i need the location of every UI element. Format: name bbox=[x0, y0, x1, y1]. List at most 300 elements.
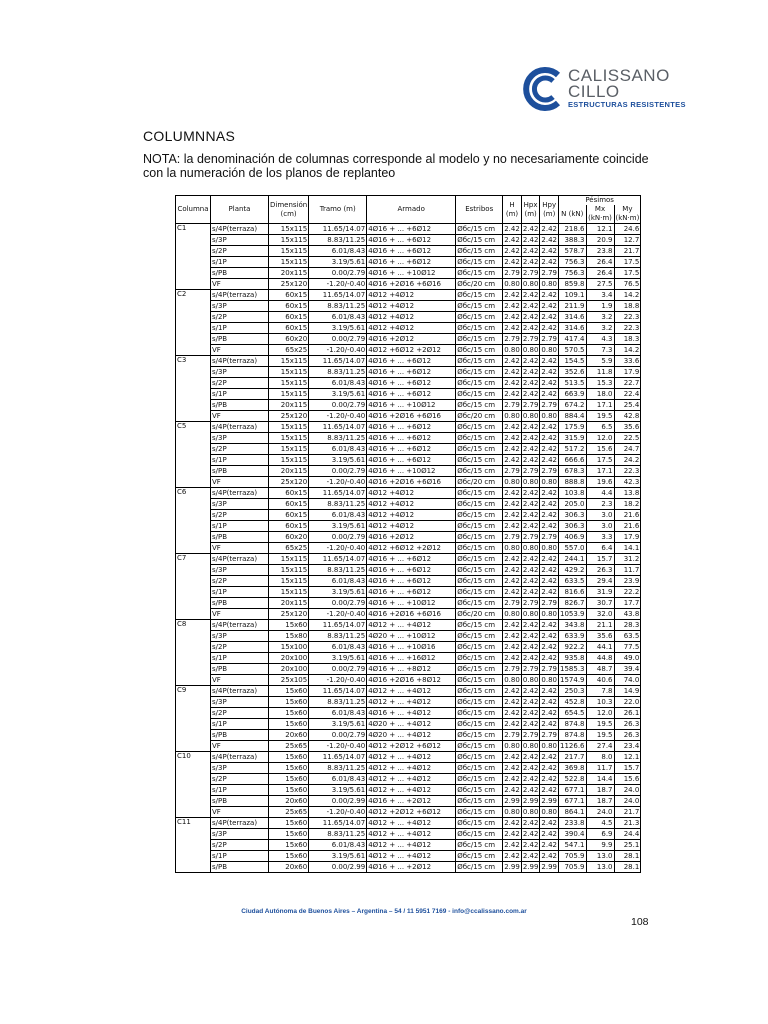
cell-planta: s/1P bbox=[211, 521, 269, 532]
cell-dimension: 20x115 bbox=[269, 400, 309, 411]
cell-h: 2.79 bbox=[504, 268, 520, 277]
cell-tramo: 8.83/11.25 bbox=[309, 763, 367, 774]
cell-my: 22.3 bbox=[614, 312, 641, 323]
cell-hpx: 2.42 bbox=[522, 257, 539, 266]
cell-armado: 4Ø16 + ... +6Ø12 bbox=[367, 367, 456, 378]
cell-my: 28.1 bbox=[614, 851, 641, 862]
cell-armado: 4Ø12 +6Ø12 +2Ø12 bbox=[367, 345, 456, 356]
cell-dimension: 20x100 bbox=[269, 664, 309, 675]
cell-dimension: 15x115 bbox=[269, 235, 309, 246]
cell-hpy: 2.42 bbox=[541, 840, 557, 849]
cell-n: 888.8 bbox=[559, 477, 587, 488]
cell-dimension: 20x60 bbox=[269, 730, 309, 741]
cell-mx: 13.0 bbox=[586, 862, 614, 873]
cell-hpx: 2.42 bbox=[522, 389, 539, 398]
table-row bbox=[176, 675, 641, 686]
table-row bbox=[176, 433, 641, 444]
cell-dimension: 15x60 bbox=[269, 818, 309, 829]
cell-n: 306.3 bbox=[559, 510, 587, 521]
cell-estribos: Øбc/15 cm bbox=[456, 290, 503, 301]
table-row bbox=[176, 323, 641, 334]
cell-tramo: 11.65/14.07 bbox=[309, 488, 367, 499]
cell-h: 2.42 bbox=[504, 499, 520, 508]
cell-h: 2.42 bbox=[504, 653, 520, 662]
cell-planta: s/4P(terraza) bbox=[211, 290, 269, 301]
cell-armado: 4Ø16 +2Ø12 bbox=[367, 334, 456, 345]
cell-hpx: 2.42 bbox=[522, 642, 539, 651]
cell-hpy: 2.42 bbox=[541, 356, 557, 365]
table-row bbox=[176, 730, 641, 741]
cell-my: 22.2 bbox=[614, 587, 641, 598]
cell-hpx: 2.42 bbox=[522, 378, 539, 387]
cell-dimension: 25x120 bbox=[269, 279, 309, 290]
table-row bbox=[176, 719, 641, 730]
cell-h: 2.79 bbox=[504, 400, 520, 409]
cell-n: 314.6 bbox=[559, 323, 587, 334]
cell-tramo: 8.83/11.25 bbox=[309, 235, 367, 246]
cell-columna: C1 bbox=[176, 224, 211, 290]
footer-contact: Ciudad Autónoma de Buenos Aires – Argentina – 54 / 11 5951 7169 - info@ccalissano.com.ar bbox=[241, 908, 527, 915]
cell-estribos: Øбc/15 cm bbox=[456, 653, 503, 664]
cell-dimension: 15x60 bbox=[269, 708, 309, 719]
cell-my: 42.8 bbox=[614, 411, 641, 422]
cell-tramo: 0.00/2.79 bbox=[309, 466, 367, 477]
cell-mx: 12.0 bbox=[586, 708, 614, 719]
cell-h: 0.80 bbox=[504, 741, 520, 750]
cell-dimension: 15x115 bbox=[269, 224, 309, 235]
cell-mx: 48.7 bbox=[586, 664, 614, 675]
cell-mx: 24.0 bbox=[586, 807, 614, 818]
page-number: 108 bbox=[631, 916, 649, 928]
cell-hpy: 2.42 bbox=[541, 642, 557, 651]
cell-armado: 4Ø12 +4Ø12 bbox=[367, 488, 456, 499]
cell-hpy: 2.42 bbox=[541, 433, 557, 442]
table-row bbox=[176, 818, 641, 829]
cell-armado: 4Ø16 + ... +6Ø12 bbox=[367, 433, 456, 444]
cell-my: 39.4 bbox=[614, 664, 641, 675]
cell-tramo: 6.01/8.43 bbox=[309, 642, 367, 653]
cell-hpy: 0.80 bbox=[541, 543, 557, 552]
table-row bbox=[176, 807, 641, 818]
cell-columna: C6 bbox=[176, 488, 211, 554]
cell-dimension: 20x115 bbox=[269, 466, 309, 477]
cell-estribos: Øбc/15 cm bbox=[456, 367, 503, 378]
cell-h: 2.79 bbox=[504, 730, 520, 739]
table-row bbox=[176, 796, 641, 807]
cell-my: 11.7 bbox=[614, 565, 641, 576]
cell-tramo: 3.19/5.61 bbox=[309, 719, 367, 730]
cell-h: 2.42 bbox=[504, 433, 520, 442]
cell-n: 547.1 bbox=[559, 840, 587, 851]
cell-my: 76.5 bbox=[614, 279, 641, 290]
cell-estribos: Øбc/15 cm bbox=[456, 466, 503, 477]
cell-dimension: 60x15 bbox=[269, 323, 309, 334]
cell-mx: 3.4 bbox=[586, 290, 614, 301]
cell-tramo: 8.83/11.25 bbox=[309, 697, 367, 708]
cell-dimension: 20x60 bbox=[269, 862, 309, 873]
cell-planta: s/2P bbox=[211, 840, 269, 851]
cell-planta: VF bbox=[211, 543, 269, 554]
header-estribos: Estribos bbox=[456, 196, 503, 224]
cell-armado: 4Ø12 +6Ø12 +2Ø12 bbox=[367, 543, 456, 554]
cell-columna: C11 bbox=[176, 818, 211, 873]
cell-estribos: Øбc/15 cm bbox=[456, 499, 503, 510]
cell-mx: 17.1 bbox=[586, 466, 614, 477]
cell-n: 756.3 bbox=[559, 257, 587, 268]
cell-hpx: 2.79 bbox=[522, 664, 539, 673]
cell-my: 15.6 bbox=[614, 774, 641, 785]
cell-hpx: 2.42 bbox=[522, 433, 539, 442]
cell-hpy: 2.42 bbox=[541, 510, 557, 519]
cell-my: 13.8 bbox=[614, 488, 641, 499]
cell-hpy: 2.42 bbox=[541, 763, 557, 772]
cell-hpy: 2.99 bbox=[541, 796, 557, 805]
cell-estribos: Øбc/15 cm bbox=[456, 422, 503, 433]
cell-mx: 27.5 bbox=[586, 279, 614, 290]
cell-hpx: 2.42 bbox=[522, 697, 539, 706]
cell-my: 77.5 bbox=[614, 642, 641, 653]
cell-dimension: 15x60 bbox=[269, 763, 309, 774]
cell-planta: s/PB bbox=[211, 532, 269, 543]
table-row bbox=[176, 862, 641, 873]
cell-armado: 4Ø16 + ... +6Ø12 bbox=[367, 378, 456, 389]
table-row bbox=[176, 609, 641, 620]
cell-dimension: 65x25 bbox=[269, 345, 309, 356]
logo-name-line2: CILLO bbox=[568, 82, 620, 101]
cell-armado: 4Ø12 +4Ø12 bbox=[367, 290, 456, 301]
cell-my: 24.6 bbox=[614, 224, 641, 235]
table-row bbox=[176, 851, 641, 862]
cell-hpx: 2.42 bbox=[522, 290, 539, 299]
cell-dimension: 25x120 bbox=[269, 411, 309, 422]
cell-estribos: Øбc/15 cm bbox=[456, 631, 503, 642]
cell-dimension: 60x15 bbox=[269, 510, 309, 521]
cell-h: 2.42 bbox=[504, 224, 520, 233]
cell-planta: s/1P bbox=[211, 257, 269, 268]
cell-columna: C3 bbox=[176, 356, 211, 422]
cell-planta: s/3P bbox=[211, 499, 269, 510]
cell-my: 17.5 bbox=[614, 257, 641, 268]
cell-estribos: Øбc/15 cm bbox=[456, 576, 503, 587]
cell-tramo: 3.19/5.61 bbox=[309, 785, 367, 796]
cell-tramo: -1.20/-0.40 bbox=[309, 411, 367, 422]
cell-dimension: 15x115 bbox=[269, 554, 309, 565]
cell-armado: 4Ø16 + ... +6Ø12 bbox=[367, 235, 456, 246]
cell-my: 63.5 bbox=[614, 631, 641, 642]
cell-tramo: 3.19/5.61 bbox=[309, 455, 367, 466]
cell-dimension: 60x15 bbox=[269, 488, 309, 499]
cell-estribos: Øбc/15 cm bbox=[456, 862, 503, 873]
cell-mx: 26.4 bbox=[586, 257, 614, 268]
cell-tramo: 3.19/5.61 bbox=[309, 587, 367, 598]
cell-armado: 4Ø20 + ... +10Ø12 bbox=[367, 631, 456, 642]
cell-armado: 4Ø12 +4Ø12 bbox=[367, 521, 456, 532]
cell-n: 369.8 bbox=[559, 763, 587, 774]
cell-armado: 4Ø16 +2Ø16 +8Ø12 bbox=[367, 675, 456, 686]
cell-my: 12.7 bbox=[614, 235, 641, 246]
cell-my: 28.3 bbox=[614, 620, 641, 631]
cell-mx: 4.4 bbox=[586, 488, 614, 499]
cell-my: 22.7 bbox=[614, 378, 641, 389]
cell-hpx: 2.79 bbox=[522, 400, 539, 409]
table-row bbox=[176, 686, 641, 697]
cell-hpy: 2.42 bbox=[541, 653, 557, 662]
cell-tramo: 6.01/8.43 bbox=[309, 774, 367, 785]
cell-armado: 4Ø12 + ... +4Ø12 bbox=[367, 829, 456, 840]
cell-planta: s/2P bbox=[211, 312, 269, 323]
cell-my: 23.9 bbox=[614, 576, 641, 587]
cell-hpy: 2.79 bbox=[541, 664, 557, 673]
cell-mx: 7.3 bbox=[586, 345, 614, 356]
cell-my: 26.3 bbox=[614, 719, 641, 730]
cell-my: 24.0 bbox=[614, 785, 641, 796]
cell-hpy: 2.42 bbox=[541, 818, 557, 827]
cell-dimension: 60x15 bbox=[269, 312, 309, 323]
cell-hpx: 0.80 bbox=[522, 543, 539, 552]
cell-armado: 4Ø12 +4Ø12 bbox=[367, 312, 456, 323]
cell-armado: 4Ø12 +4Ø12 bbox=[367, 301, 456, 312]
table-row bbox=[176, 763, 641, 774]
cell-hpy: 2.42 bbox=[541, 455, 557, 464]
cell-hpy: 0.80 bbox=[541, 675, 557, 684]
cell-estribos: Øбc/15 cm bbox=[456, 345, 503, 356]
table-row bbox=[176, 477, 641, 488]
cell-hpx: 0.80 bbox=[522, 741, 539, 750]
cell-hpy: 0.80 bbox=[541, 279, 557, 288]
cell-h: 2.42 bbox=[504, 312, 520, 321]
cell-hpy: 0.80 bbox=[541, 807, 557, 816]
cell-my: 49.0 bbox=[614, 653, 641, 664]
cell-estribos: Øбc/15 cm bbox=[456, 224, 503, 235]
cell-planta: s/1P bbox=[211, 653, 269, 664]
cell-columna: C2 bbox=[176, 290, 211, 356]
cell-tramo: 0.00/2.79 bbox=[309, 268, 367, 279]
cell-hpy: 0.80 bbox=[541, 345, 557, 354]
cell-armado: 4Ø16 + ... +6Ø12 bbox=[367, 246, 456, 257]
table-row bbox=[176, 400, 641, 411]
cell-mx: 17.1 bbox=[586, 400, 614, 411]
table-row bbox=[176, 389, 641, 400]
cell-h: 2.42 bbox=[504, 587, 520, 596]
cell-armado: 4Ø20 + ... +4Ø12 bbox=[367, 730, 456, 741]
cell-hpy: 2.42 bbox=[541, 301, 557, 310]
table-row bbox=[176, 246, 641, 257]
cell-dimension: 15x80 bbox=[269, 631, 309, 642]
cell-dimension: 20x100 bbox=[269, 653, 309, 664]
logo-mark-icon bbox=[520, 66, 564, 112]
columns-table bbox=[175, 195, 641, 873]
cell-mx: 3.2 bbox=[586, 323, 614, 334]
cell-tramo: 8.83/11.25 bbox=[309, 565, 367, 576]
table-row bbox=[176, 598, 641, 609]
cell-hpx: 2.79 bbox=[522, 598, 539, 607]
cell-mx: 32.0 bbox=[586, 609, 614, 620]
cell-hpx: 0.80 bbox=[522, 345, 539, 354]
cell-estribos: Øбc/15 cm bbox=[456, 521, 503, 532]
cell-hpy: 2.79 bbox=[541, 334, 557, 343]
cell-armado: 4Ø12 +2Ø12 +6Ø12 bbox=[367, 741, 456, 752]
header-my: My (kN·m) bbox=[615, 205, 640, 222]
cell-mx: 15.6 bbox=[586, 444, 614, 455]
cell-mx: 20.9 bbox=[586, 235, 614, 246]
cell-hpx: 2.42 bbox=[522, 818, 539, 827]
cell-n: 922.2 bbox=[559, 642, 587, 653]
cell-my: 14.1 bbox=[614, 543, 641, 554]
cell-planta: s/2P bbox=[211, 510, 269, 521]
cell-tramo: 11.65/14.07 bbox=[309, 356, 367, 367]
cell-h: 2.42 bbox=[504, 697, 520, 706]
cell-armado: 4Ø12 + ... +4Ø12 bbox=[367, 818, 456, 829]
cell-estribos: Øбc/15 cm bbox=[456, 851, 503, 862]
cell-h: 0.80 bbox=[504, 807, 520, 816]
cell-hpy: 2.42 bbox=[541, 785, 557, 794]
cell-tramo: 8.83/11.25 bbox=[309, 367, 367, 378]
cell-hpy: 2.99 bbox=[541, 862, 557, 871]
cell-my: 35.6 bbox=[614, 422, 641, 433]
cell-hpx: 0.80 bbox=[522, 279, 539, 288]
cell-estribos: Øбc/15 cm bbox=[456, 774, 503, 785]
table-row bbox=[176, 488, 641, 499]
cell-armado: 4Ø16 + ... +10Ø12 bbox=[367, 268, 456, 279]
cell-n: 390.4 bbox=[559, 829, 587, 840]
cell-n: 1574.9 bbox=[560, 675, 585, 684]
cell-columna: C8 bbox=[176, 620, 211, 686]
cell-n: 343.8 bbox=[559, 620, 587, 631]
cell-h: 2.79 bbox=[504, 598, 520, 607]
table-row bbox=[176, 620, 641, 631]
cell-estribos: Øбc/15 cm bbox=[456, 378, 503, 389]
cell-planta: s/PB bbox=[211, 268, 269, 279]
header-dimension: Dimensión (cm) bbox=[269, 196, 309, 224]
cell-armado: 4Ø16 + ... +6Ø12 bbox=[367, 565, 456, 576]
cell-h: 2.42 bbox=[504, 620, 520, 629]
cell-armado: 4Ø12 + ... +4Ø12 bbox=[367, 752, 456, 763]
cell-n: 633.9 bbox=[559, 631, 587, 642]
header-tramo: Tramo (m) bbox=[309, 196, 367, 224]
cell-mx: 18.0 bbox=[586, 389, 614, 400]
header-h: H (m) bbox=[503, 196, 522, 224]
cell-estribos: Øбc/15 cm bbox=[456, 312, 503, 323]
cell-planta: s/1P bbox=[211, 323, 269, 334]
cell-h: 2.42 bbox=[504, 851, 520, 860]
cell-my: 12.1 bbox=[614, 752, 641, 763]
cell-estribos: Øбc/15 cm bbox=[456, 741, 503, 752]
cell-hpx: 2.79 bbox=[522, 268, 539, 277]
cell-tramo: -1.20/-0.40 bbox=[309, 345, 367, 356]
cell-my: 42.3 bbox=[614, 477, 641, 488]
cell-my: 14.9 bbox=[614, 686, 641, 697]
cell-h: 2.42 bbox=[504, 488, 520, 497]
cell-hpx: 2.42 bbox=[522, 301, 539, 310]
cell-hpy: 2.42 bbox=[541, 312, 557, 321]
cell-my: 18.2 bbox=[614, 499, 641, 510]
cell-my: 25.1 bbox=[614, 840, 641, 851]
cell-mx: 31.9 bbox=[586, 587, 614, 598]
cell-tramo: 0.00/2.79 bbox=[309, 730, 367, 741]
cell-n: 352.6 bbox=[559, 367, 587, 378]
cell-hpy: 2.42 bbox=[541, 323, 557, 332]
cell-dimension: 20x60 bbox=[269, 796, 309, 807]
cell-hpx: 2.42 bbox=[522, 774, 539, 783]
cell-n: 570.5 bbox=[559, 345, 587, 356]
cell-my: 17.9 bbox=[614, 532, 641, 543]
cell-dimension: 15x60 bbox=[269, 840, 309, 851]
cell-planta: s/3P bbox=[211, 433, 269, 444]
cell-my: 22.3 bbox=[614, 323, 641, 334]
cell-my: 18.8 bbox=[614, 301, 641, 312]
cell-hpy: 2.42 bbox=[541, 708, 557, 717]
cell-armado: 4Ø12 +4Ø12 bbox=[367, 510, 456, 521]
cell-estribos: Øбc/15 cm bbox=[456, 433, 503, 444]
cell-mx: 21.1 bbox=[586, 620, 614, 631]
table-row bbox=[176, 345, 641, 356]
cell-mx: 10.3 bbox=[586, 697, 614, 708]
cell-planta: s/3P bbox=[211, 367, 269, 378]
header-armado: Armado bbox=[367, 196, 456, 224]
header-pesimos: Pésimos bbox=[559, 196, 641, 206]
cell-armado: 4Ø16 + ... +10Ø16 bbox=[367, 642, 456, 653]
cell-h: 2.42 bbox=[504, 444, 520, 453]
table-row bbox=[176, 752, 641, 763]
cell-n: 674.2 bbox=[559, 400, 587, 411]
table-row bbox=[176, 631, 641, 642]
cell-n: 522.8 bbox=[559, 774, 587, 785]
cell-my: 26.3 bbox=[614, 730, 641, 741]
cell-dimension: 15x60 bbox=[269, 774, 309, 785]
cell-n: 874.8 bbox=[559, 719, 587, 730]
table-row bbox=[176, 521, 641, 532]
cell-estribos: Øбc/15 cm bbox=[456, 356, 503, 367]
cell-hpx: 2.42 bbox=[522, 554, 539, 563]
cell-estribos: Øбc/15 cm bbox=[456, 697, 503, 708]
cell-my: 22.3 bbox=[614, 466, 641, 477]
cell-dimension: 15x60 bbox=[269, 785, 309, 796]
cell-tramo: -1.20/-0.40 bbox=[309, 807, 367, 818]
cell-mx: 26.3 bbox=[586, 565, 614, 576]
cell-n: 678.3 bbox=[559, 466, 587, 477]
table-row bbox=[176, 642, 641, 653]
cell-tramo: 0.00/2.99 bbox=[309, 796, 367, 807]
cell-dimension: 60x15 bbox=[269, 499, 309, 510]
cell-hpx: 2.42 bbox=[522, 499, 539, 508]
cell-armado: 4Ø12 + ... +4Ø12 bbox=[367, 686, 456, 697]
cell-planta: s/2P bbox=[211, 774, 269, 785]
cell-tramo: 6.01/8.43 bbox=[309, 708, 367, 719]
cell-mx: 13.0 bbox=[586, 851, 614, 862]
cell-hpy: 2.79 bbox=[541, 598, 557, 607]
cell-n: 816.6 bbox=[559, 587, 587, 598]
cell-mx: 3.2 bbox=[586, 312, 614, 323]
table-row bbox=[176, 268, 641, 279]
cell-mx: 19.5 bbox=[586, 411, 614, 422]
logo-name-line1: CALISSANO bbox=[568, 66, 670, 85]
cell-h: 0.80 bbox=[504, 279, 520, 288]
cell-mx: 11.8 bbox=[586, 367, 614, 378]
table-row bbox=[176, 257, 641, 268]
cell-hpx: 2.42 bbox=[522, 785, 539, 794]
cell-my: 17.7 bbox=[614, 598, 641, 609]
cell-h: 0.80 bbox=[504, 477, 520, 486]
cell-estribos: Øбc/15 cm bbox=[456, 532, 503, 543]
cell-my: 17.9 bbox=[614, 367, 641, 378]
cell-dimension: 15x60 bbox=[269, 829, 309, 840]
cell-hpx: 2.42 bbox=[522, 521, 539, 530]
cell-my: 14.2 bbox=[614, 290, 641, 301]
cell-my: 24.4 bbox=[614, 829, 641, 840]
table-row bbox=[176, 356, 641, 367]
table-row bbox=[176, 235, 641, 246]
cell-my: 15.7 bbox=[614, 763, 641, 774]
